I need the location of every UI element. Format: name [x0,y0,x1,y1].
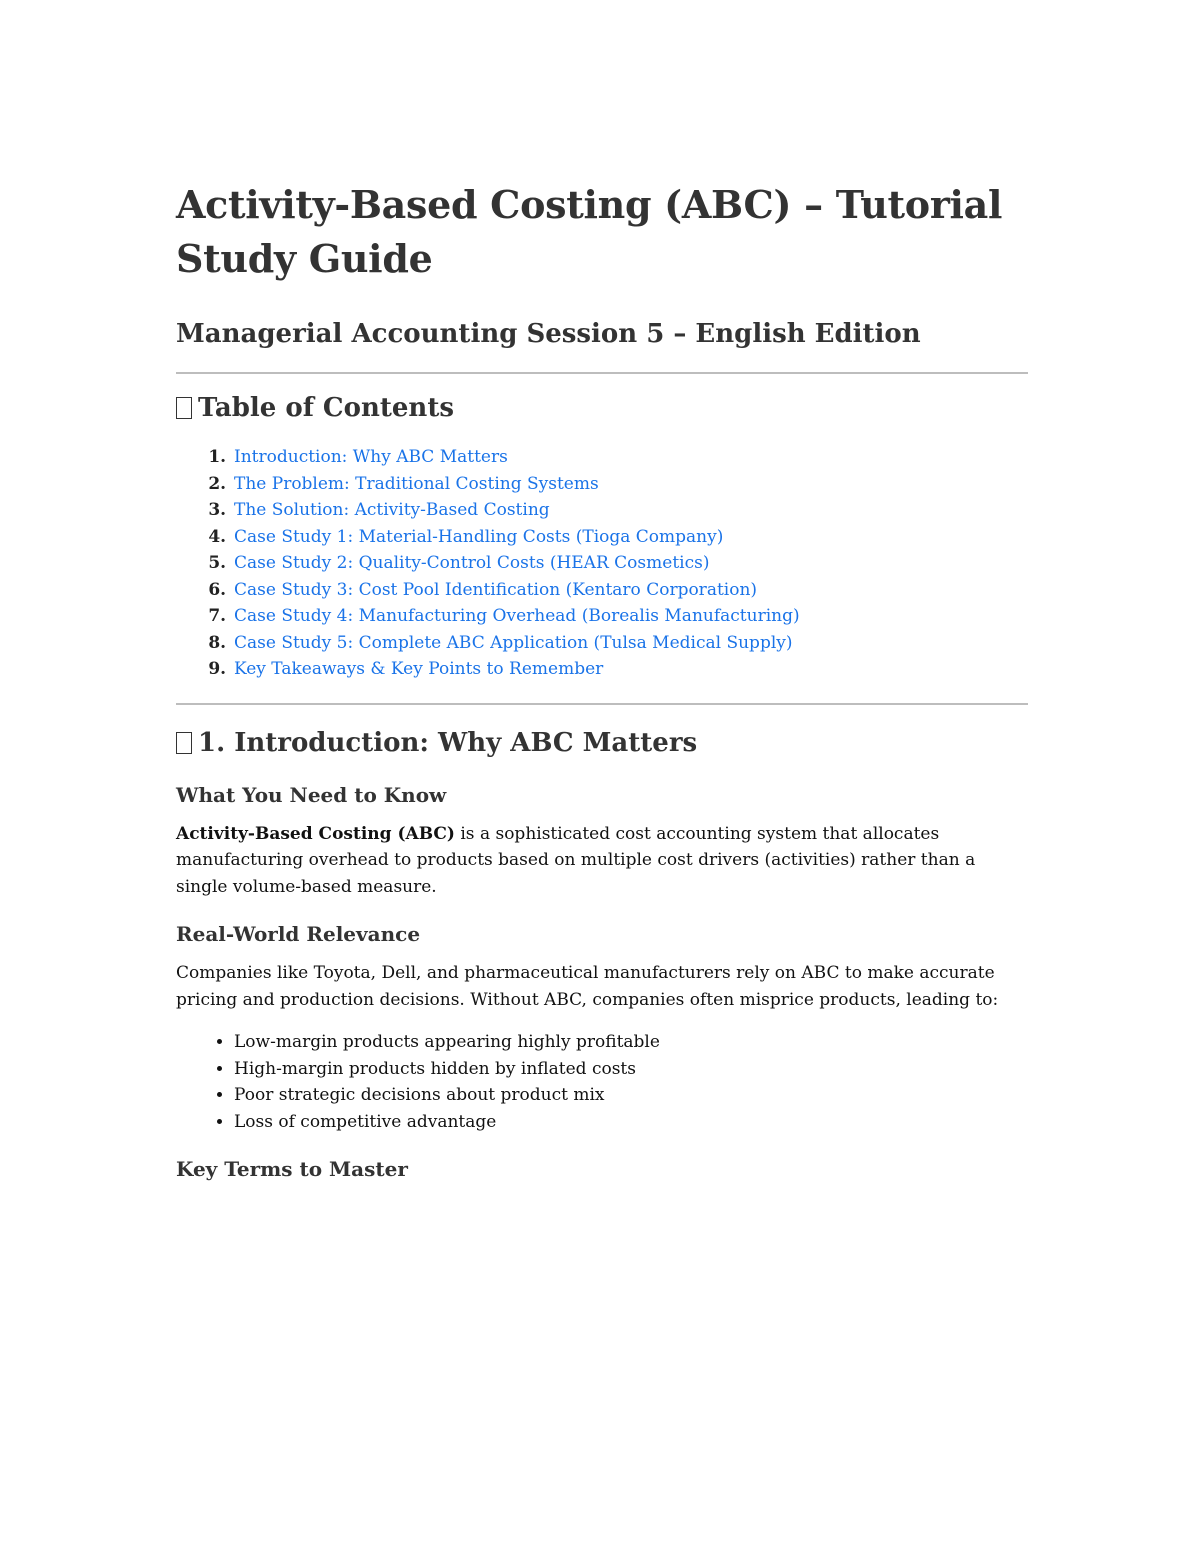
list-item: • High-margin products hidden by inflated costs [234,1056,1028,1083]
list-item: • Loss of competitive advantage [234,1109,1028,1136]
toc-item [232,550,1028,577]
table-of-contents [176,444,1028,683]
toc-heading [176,390,1028,426]
toc-link-problem[interactable]: The Problem: Traditional Costing Systems [234,473,599,494]
abc-definition-text: is a sophisticated cost accounting system that allocates manufacturing overhead to products based on multiple cost drivers (activities) rather than a single volume-based measure. [176,823,976,897]
toc-item [232,577,1028,604]
divider [176,703,1028,705]
toc-item [232,471,1028,498]
list-item: • Poor strategic decisions about product mix [234,1082,1028,1109]
consequence-list [176,1029,1028,1135]
abc-definition [176,821,1028,901]
intro-heading [176,725,1028,761]
document-page [176,178,1028,1183]
toc-item [232,656,1028,683]
document-title: Activity-Based Costing (ABC) – Tutorial Study Guide [176,182,1003,281]
missing-glyph-icon [176,732,192,754]
what-you-need-heading: What You Need to Know [176,782,447,807]
toc-link-introduction[interactable]: Introduction: Why ABC Matters [234,447,508,467]
document-subtitle: Managerial Accounting Session 5 – English Edition [176,319,921,349]
toc-link-case-study-5[interactable]: Case Study 5: Complete ABC Application (Tulsa Medical Supply) [234,632,793,653]
toc-link-key-takeaways[interactable]: Key Takeaways & Key Points to Remember [234,659,604,679]
divider [176,372,1028,374]
relevance-heading: Real-World Relevance [176,922,421,946]
toc-link-case-study-1[interactable]: Case Study 1: Material-Handling Costs (Tioga Company) [234,526,724,547]
toc-item [232,603,1028,630]
toc-item [232,630,1028,657]
key-terms-heading: Key Terms to Master [176,1157,408,1181]
intro-heading-text: 1. Introduction: Why ABC Matters [198,727,698,758]
list-item: • Low-margin products appearing highly profitable [234,1029,1028,1056]
toc-link-case-study-2[interactable]: Case Study 2: Quality-Control Costs (HEAR Cosmetics) [234,553,710,573]
abc-term: Activity-Based Costing (ABC) [176,823,455,844]
toc-item [232,444,1028,471]
toc-link-case-study-3[interactable]: Case Study 3: Cost Pool Identification (Kentaro Corporation) [234,579,758,600]
toc-link-solution[interactable]: The Solution: Activity-Based Costing [234,500,550,520]
toc-item [232,497,1028,524]
toc-heading-text: Table of Contents [198,393,454,423]
toc-link-case-study-4[interactable]: Case Study 4: Manufacturing Overhead (Borealis Manufacturing) [234,606,800,626]
missing-glyph-icon [176,397,192,419]
toc-item [232,524,1028,551]
relevance-paragraph: Companies like Toyota, Dell, and pharmaceutical manufacturers rely on ABC to make accurate pricing and production decisions. Without ABC, companies often misprice products, leading to: [176,963,999,1010]
